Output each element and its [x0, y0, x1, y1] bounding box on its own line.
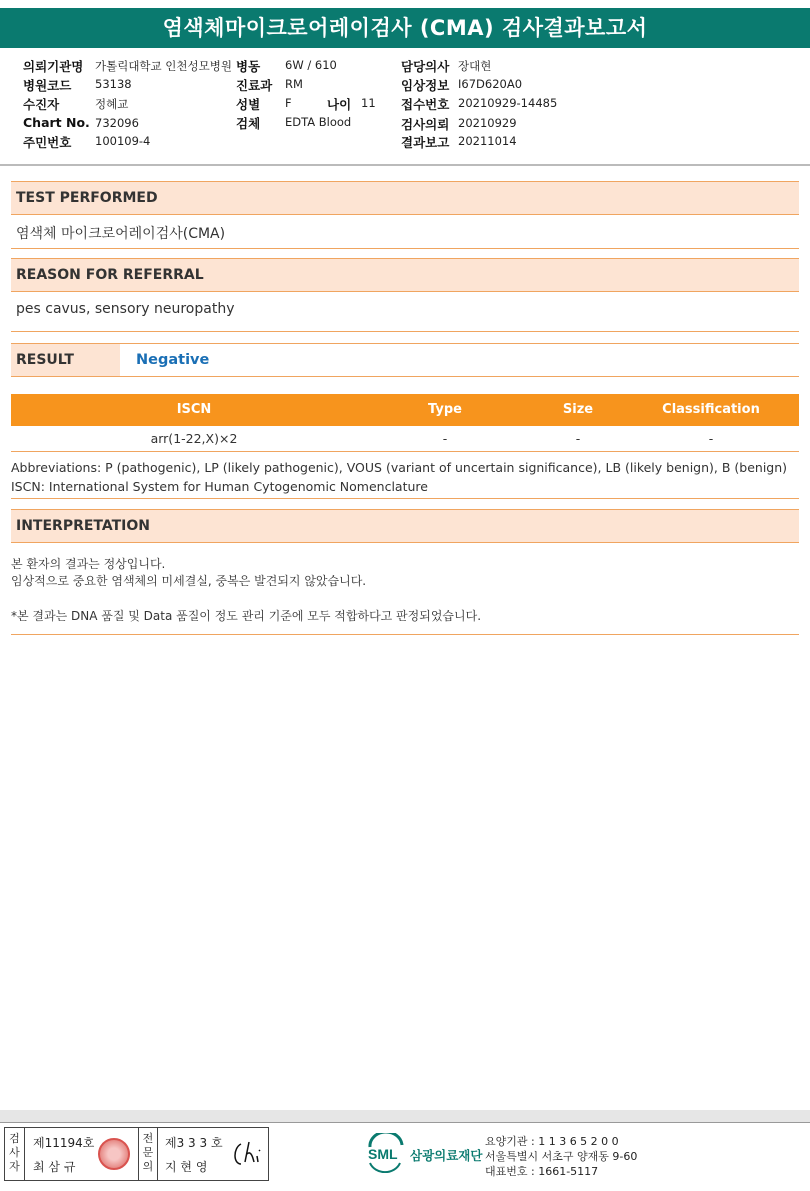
result-label: RESULT	[11, 344, 120, 376]
sex-value: F	[285, 96, 292, 110]
institution-label: 의뢰기관명	[23, 59, 84, 74]
signature-icon	[227, 1134, 267, 1174]
cell-classification: -	[708, 431, 714, 446]
org-phone: 대표번호 : 1661-5117	[485, 1165, 599, 1178]
divider	[11, 331, 799, 332]
report-title: 염색체마이크로어레이검사 (CMA) 검사결과보고서	[0, 8, 810, 48]
cell-iscn: arr(1-22,X)×2	[150, 431, 238, 446]
org-address: 서울특별시 서초구 양재동 9-60	[485, 1150, 638, 1163]
test-performed-header: TEST PERFORMED	[11, 181, 799, 215]
table-row	[11, 426, 799, 452]
id-label: 주민번호	[23, 135, 72, 150]
footer-band	[0, 1110, 810, 1122]
request-value: 20210929	[458, 116, 517, 130]
id-value: 100109-4	[95, 134, 151, 148]
abbreviations	[11, 458, 801, 496]
receipt-label: 접수번호	[401, 97, 450, 112]
dept-value: RM	[285, 77, 303, 91]
interpretation-line-1: 본 환자의 결과는 정상입니다.	[11, 557, 166, 571]
specialist-number: 제3 3 3 호	[165, 1136, 223, 1150]
specialist-vertical-label	[138, 1128, 158, 1180]
age-label: 나이	[327, 97, 352, 112]
receipt-value: 20210929-14485	[458, 96, 558, 110]
org-name: 삼광의료재단	[410, 1148, 483, 1163]
examiner-number: 제11194호	[33, 1136, 95, 1150]
footer-line	[0, 1122, 810, 1123]
age-value: 11	[361, 96, 376, 110]
specialist-name: 지 현 영	[165, 1160, 208, 1174]
col-classification: Classification	[662, 402, 760, 417]
org-code: 요양기관 : 1 1 3 6 5 2 0 0	[485, 1135, 619, 1148]
quality-note: *본 결과는 DNA 품질 및 Data 품질이 정도 관리 기준에 모두 적합하다고 판정되었습니다.	[11, 609, 482, 623]
col-iscn: ISCN	[176, 402, 212, 417]
interpretation-header: INTERPRETATION	[11, 509, 799, 543]
org-contact	[485, 1134, 637, 1179]
doctor-label: 담당의사	[401, 59, 450, 74]
abbreviations-line: Abbreviations: P (pathogenic), LP (likely pathogenic), VOUS (variant of uncertain significance), LB (likely benign), B (benign)	[11, 460, 788, 475]
referral-value: pes cavus, sensory neuropathy	[16, 301, 235, 317]
sex-label: 성별	[236, 97, 261, 112]
ward-value: 6W / 610	[285, 58, 337, 72]
signature-box	[4, 1127, 269, 1181]
divider	[11, 248, 799, 249]
divider	[11, 498, 799, 499]
referral-header: REASON FOR REFERRAL	[11, 258, 799, 292]
examiner-vertical-label	[5, 1128, 25, 1180]
examiner-name: 최 삼 규	[33, 1160, 76, 1174]
iscn-definition: ISCN: International System for Human Cytogenomic Nomenclature	[11, 479, 428, 494]
report-date-value: 20211014	[458, 134, 517, 148]
examiner-label: 검사자	[9, 1132, 20, 1173]
report-date-label: 결과보고	[401, 135, 450, 150]
specimen-label: 검체	[236, 116, 261, 131]
request-label: 검사의뢰	[401, 117, 450, 132]
specialist-label: 전문의	[142, 1132, 154, 1173]
chart-value: 732096	[95, 116, 139, 130]
clinical-value: I67D620A0	[458, 77, 523, 91]
clinical-label: 임상정보	[401, 78, 450, 93]
seal-stamp-icon	[98, 1138, 130, 1170]
sml-logo-text: SML	[368, 1146, 398, 1162]
result-value: Negative	[136, 352, 210, 368]
patient-info-block	[0, 54, 810, 166]
hospital-code-value: 53138	[95, 77, 132, 91]
variant-table-header	[11, 394, 799, 426]
hospital-code-label: 병원코드	[23, 78, 72, 93]
divider	[11, 634, 799, 635]
test-performed-value: 염색체 마이크로어레이검사(CMA)	[16, 226, 226, 242]
sml-logo-icon	[364, 1133, 408, 1173]
col-type: Type	[428, 402, 462, 417]
patient-value: 정혜교	[95, 97, 129, 111]
col-size: Size	[562, 402, 594, 417]
institution-value: 가톨릭대학교 인천성모병원	[95, 59, 232, 73]
result-row	[11, 343, 799, 377]
specimen-value: EDTA Blood	[285, 115, 352, 129]
dept-label: 진료과	[236, 78, 273, 93]
cell-type: -	[442, 431, 448, 446]
chart-label: Chart No.	[23, 115, 90, 130]
ward-label: 병동	[236, 59, 261, 74]
doctor-value: 장대현	[458, 59, 492, 73]
cell-size: -	[575, 431, 581, 446]
patient-label: 수진자	[23, 97, 60, 112]
interpretation-line-2: 임상적으로 중요한 염색체의 미세결실, 중복은 발견되지 않았습니다.	[11, 574, 367, 588]
